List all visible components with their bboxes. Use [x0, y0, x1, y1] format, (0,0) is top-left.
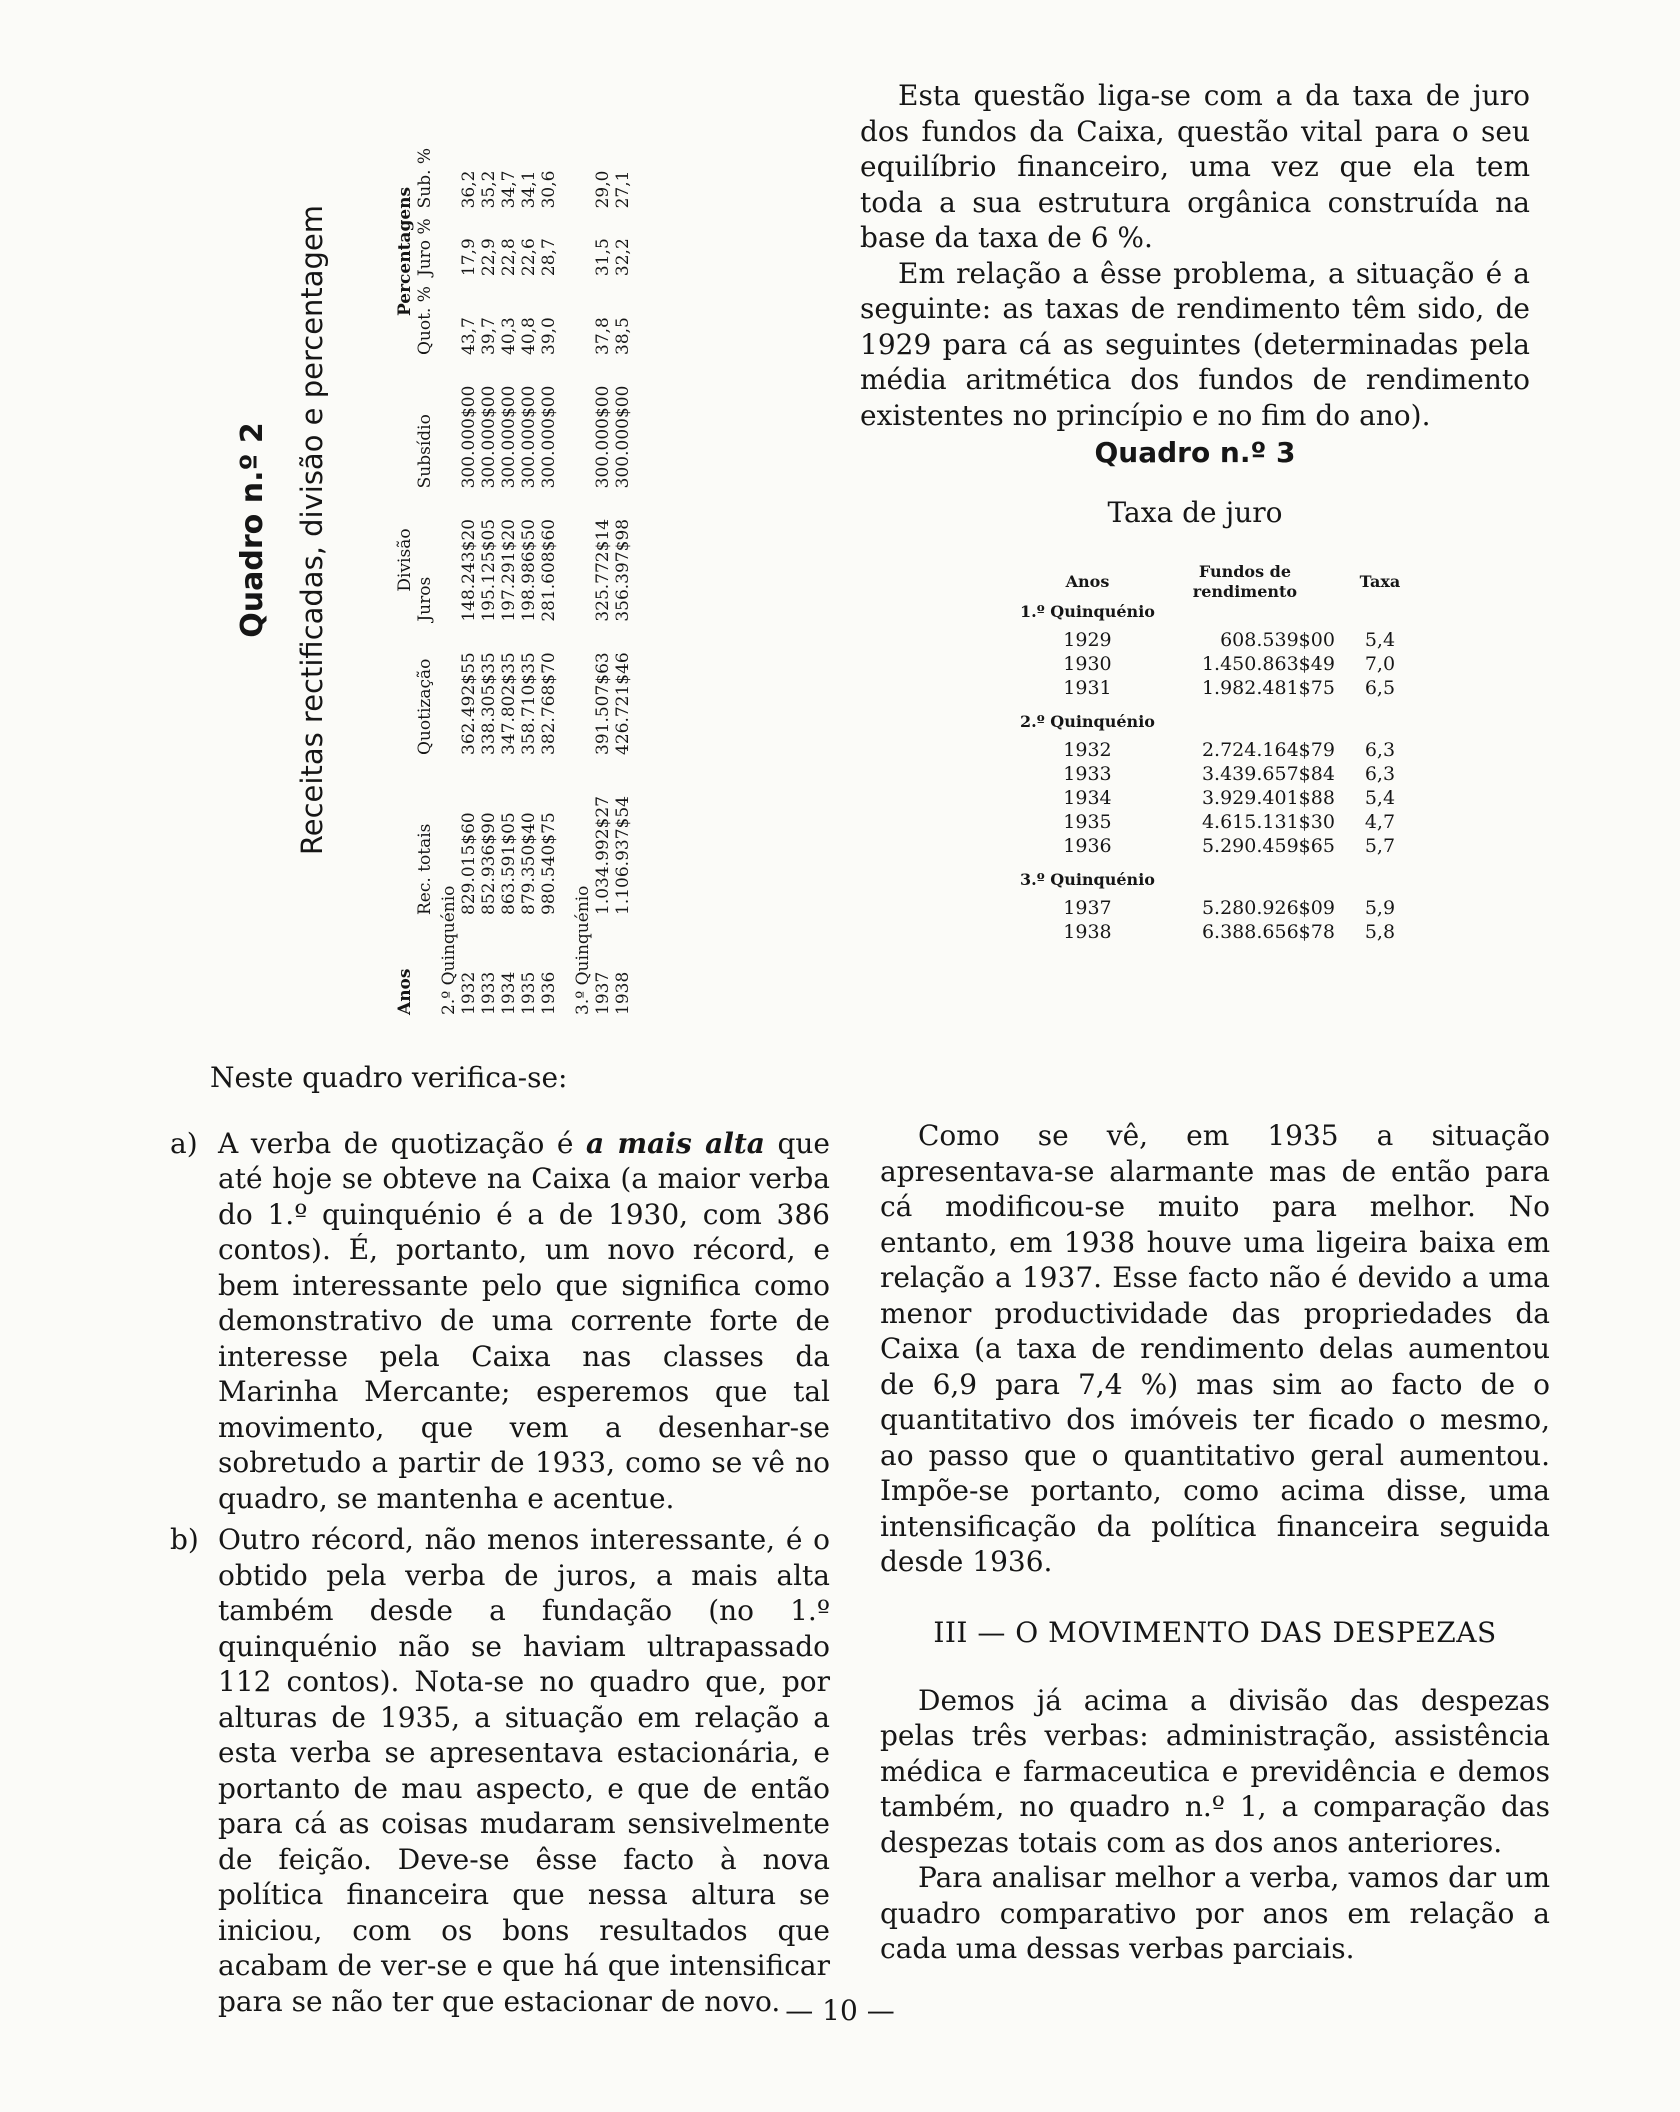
quadro-3-body [1020, 602, 1425, 944]
header-subsidio: Subsídio [415, 414, 435, 489]
table-row: 1934 863.591$05 347.802$35 197.291$20 300.000$00 40,3 22,8 34,7 [499, 170, 519, 1015]
header-juros: Juros [415, 576, 435, 622]
quadro-2-group-label: 2.º Quinquénio [439, 885, 459, 1015]
quadro-3-title: Quadro n.º 3 [1094, 436, 1296, 469]
table-row: 1930 1.450.863$49 7,0 [1063, 653, 1396, 675]
intro: Neste quadro verifica-se: [210, 1061, 568, 1094]
header-percentagens: Percentagens [395, 186, 415, 317]
list-label: a) [170, 1126, 198, 1160]
section-heading: III — O MOVIMENTO DAS DESPEZAS [933, 1615, 1497, 1649]
list-item-b [170, 1522, 830, 2019]
paragraph: Demos já acima a divisão das despezas pelas três verbas: administração, assistência médica e farmaceutica e previdência e demos também, no quadro n.º 1, a comparação das despezas totais com as dos anos anteriores. [880, 1683, 1550, 1859]
right-bottom-text [880, 1118, 1550, 1967]
quadro-3-group-label: 1.º Quinquénio [1020, 602, 1155, 621]
header-sub-pct: Sub. % [415, 147, 435, 209]
header-rec-totais: Rec. totais [415, 823, 435, 915]
table-row: 1935 4.615.131$30 4,7 [1063, 811, 1396, 833]
paragraph: Para analisar melhor a verba, vamos dar um quadro comparativo por anos em relação a cada uma dessas verbas parciais. [880, 1861, 1550, 1965]
paragraph: Esta questão liga-se com a da taxa de juro dos fundos da Caixa, questão vital para o seu equilíbrio financeiro, uma vez que ela tem toda a sua estrutura orgânica construída na base da taxa de 6 %. [860, 79, 1530, 254]
paragraph: Como se vê, em 1935 a situação apresentava-se alarmante mas de então para cá modificou-se muito para melhor. No entanto, em 1938 houve uma ligeira baixa em relação a 1937. Esse facto não é devido a uma menor productividade das propriedades da Caixa (a taxa de rendimento delas aumentou de 6,9 para 7,4 %) mas sim ao facto de o quantitativo dos imóveis ter ficado o mesmo, ao passo que o quantitativo geral aumentou. Impõe-se portanto, como acima disse, uma intensificação da política financeira seguida desde 1936. [880, 1119, 1550, 1578]
quadro-3-table [1020, 562, 1425, 944]
list-text [218, 1126, 830, 1517]
table-row: 1936 980.540$75 382.768$70 281.608$60 300.000$00 39,0 28,7 30,6 [539, 170, 559, 1015]
table-row: 1933 3.439.657$84 6,3 [1063, 763, 1396, 785]
header-quotizacao: Quotização [415, 658, 435, 755]
table-row: 1932 2.724.164$79 6,3 [1063, 739, 1396, 761]
quadro-2-header-row [395, 143, 415, 1020]
table-row: 1937 5.280.926$09 5,9 [1063, 897, 1396, 919]
text-run: A verba de quotização é [218, 1126, 587, 1160]
quadro-2-subtitle: Receitas rectificadas, divisão e percentagem [295, 204, 329, 856]
text-run: que até hoje se obteve na Caixa (a maior verba do 1.º quinquénio é a de 1930, com 386 contos). É, portanto, um novo récord, e bem interessante pelo que significa como demonstrativo de uma corrente forte de interesse pela Caixa nas classes da Marinha Mercante; esperemos que tal movimento, que vem a desenhar-se sobretudo a partir de 1933, como se vê no quadro, se mantenha e acentue. [218, 1126, 830, 1515]
emphasis: a mais alta [586, 1126, 765, 1160]
table-row: 1931 1.982.481$75 6,5 [1063, 677, 1396, 699]
table-row: 1938 1.106.937$54 426.721$46 356.397$98 300.000$00 38,5 32,2 27,1 [613, 170, 633, 1015]
list-label: b) [170, 1523, 199, 1556]
header-taxa: Taxa [1359, 572, 1401, 591]
table-row: 1937 1.034.992$27 391.507$63 325.772$14 300.000$00 37,8 31,5 29,0 [593, 170, 613, 1015]
quadro-3 [1020, 562, 1425, 944]
header-fundos: Fundos de rendimento [1192, 562, 1298, 601]
table-row: 1934 3.929.401$88 5,4 [1063, 787, 1396, 809]
table-row: 1932 829.015$60 362.492$55 148.243$20 300.000$00 43,7 17,9 36,2 [459, 170, 479, 1015]
quadro-3-group-label: 2.º Quinquénio [1020, 712, 1155, 731]
quadro-2-title: Quadro n.º 2 [235, 422, 270, 638]
paragraph: Em relação a êsse problema, a situação é a seguinte: as taxas de rendimento têm sido, de 1929 para cá as seguintes (determinadas pela média aritmética dos fundos de rendimento existentes no princípio e no fim do ano). [860, 256, 1530, 432]
table-row: 1938 6.388.656$78 5,8 [1063, 921, 1396, 943]
list-item-a [170, 1126, 830, 1517]
right-top-text [860, 78, 1530, 433]
quadro-3-group-label: 3.º Quinquénio [1020, 870, 1155, 889]
header-anos: Anos [395, 968, 415, 1015]
header-divisao: Divisão [395, 528, 415, 592]
header-quot-pct: Quot. % [415, 286, 435, 355]
table-row: 1929 608.539$00 5,4 [1063, 629, 1396, 651]
table-row: 1935 879.350$40 358.710$35 198.986$50 300.000$00 40,8 22,6 34,1 [519, 170, 539, 1015]
page-number: — 10 — [785, 1994, 895, 2027]
quadro-3-subtitle: Taxa de juro [1107, 496, 1283, 529]
header-juro-pct: Juro % [415, 218, 435, 277]
quadro-2-group-label: 3.º Quinquénio [573, 885, 593, 1015]
quadro-2-body [435, 143, 633, 1020]
quadro-2-table [395, 143, 633, 1020]
list-text: Outro récord, não menos interessante, é o obtido pela verba de juros, a mais alta também desde a fundação (no 1.º quinquénio não se haviam ultrapassado 112 contos). Nota-se no quadro que, por alturas de 1935, a situação em relação a esta verba se apresentava estacionária, e portanto de mau aspecto, e que de então para cá as coisas mudaram sensivelmente de feição. Deve-se êsse facto à nova política financeira que nessa altura se iniciou, com os bons resultados que acabam de ver-se e que há que intensificar para se não ter que estacionar de novo. [218, 1523, 830, 2018]
table-row: 1936 5.290.459$65 5,7 [1063, 835, 1396, 857]
table-row: 1933 852.936$90 338.305$35 195.125$05 300.000$00 39,7 22,9 35,2 [479, 170, 499, 1015]
left-text [170, 1060, 830, 2019]
header-anos: Anos [1065, 572, 1110, 591]
